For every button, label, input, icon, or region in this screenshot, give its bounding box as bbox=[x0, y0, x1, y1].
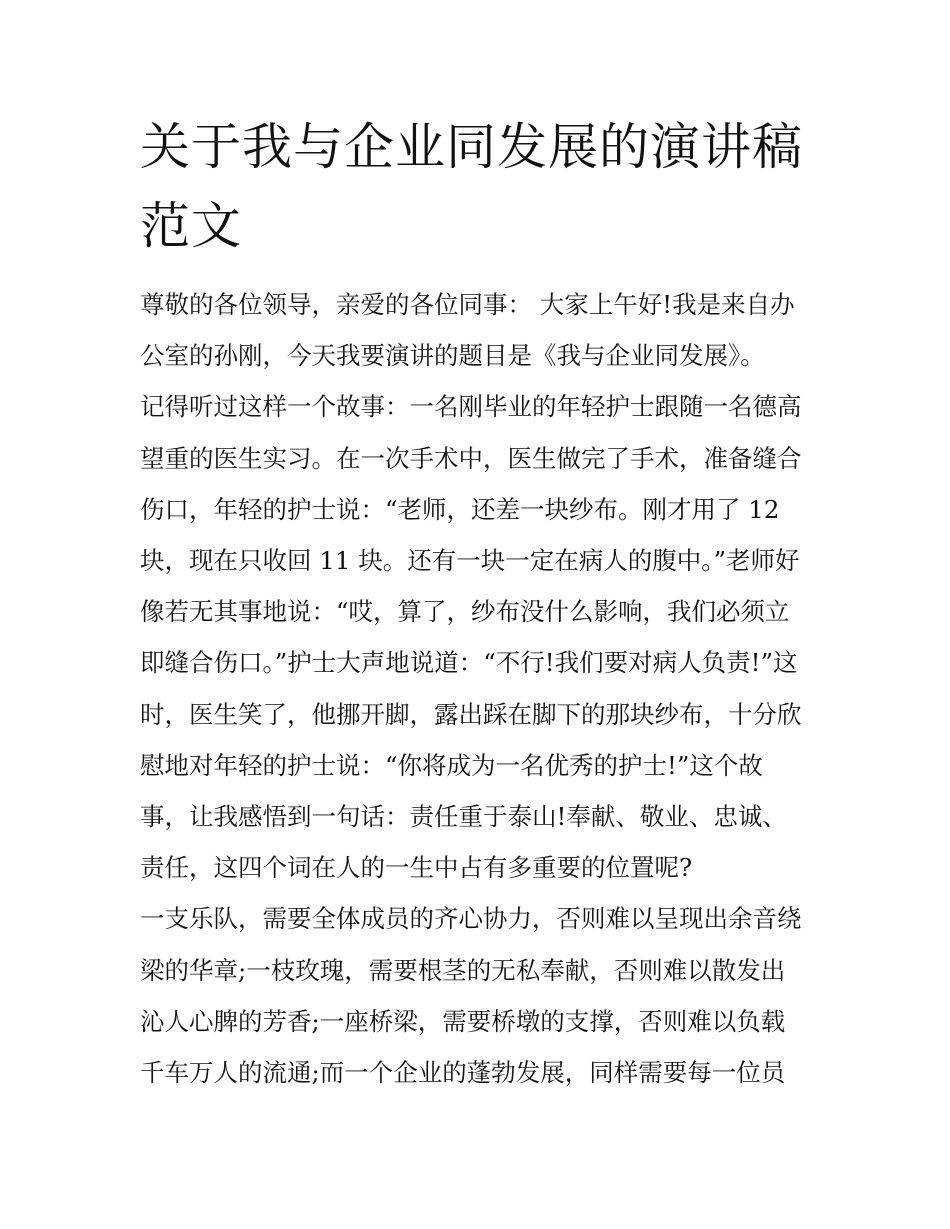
text-line: 一支乐队，需要全体成员的齐心协力，否则难以呈现出余音绕 bbox=[140, 904, 802, 934]
text-line: 责任，这四个词在人的一生中占有多重要的位置呢? bbox=[140, 853, 693, 883]
text-line: 梁的华章;一枝玫瑰，需要根茎的无私奉献，否则难以散发出 bbox=[140, 955, 786, 985]
text-line: 望重的医生实习。在一次手术中，医生做完了手术，准备缝合 bbox=[140, 443, 802, 473]
text-line: 像若无其事地说：“哎，算了，纱布没什么影响，我们必须立 bbox=[140, 597, 790, 627]
text-line: 公室的孙刚，今天我要演讲的题目是《我与企业同发展》。 bbox=[140, 341, 765, 371]
text-line: 即缝合伤口。”护士大声地说道：“不行!我们要对病人负责!”这 bbox=[140, 648, 798, 678]
paragraph-teamwork bbox=[140, 893, 820, 1098]
text-line: 千车万人的流通;而一个企业的蓬勃发展，同样需要每一位员 bbox=[140, 1058, 786, 1088]
text-line: 时，医生笑了，他挪开脚，露出踩在脚下的那块纱布，十分欣 bbox=[140, 699, 802, 729]
paragraph-story bbox=[140, 381, 820, 893]
text-line: 事，让我感悟到一句话：责任重于泰山!奉献、敬业、忠诚、 bbox=[140, 802, 787, 832]
text-line: 记得听过这样一个故事：一名刚毕业的年轻护士跟随一名德高 bbox=[140, 392, 802, 422]
text-line: 伤口，年轻的护士说：“老师，还差一块纱布。刚才用了 12 bbox=[140, 494, 780, 524]
text-line: 沁人心脾的芳香;一座桥梁，需要桥墩的支撑，否则难以负载 bbox=[140, 1006, 786, 1036]
title-line: 范文 bbox=[140, 197, 242, 255]
text-line: 尊敬的各位领导，亲爱的各位同事： 大家上午好!我是来自办 bbox=[140, 290, 795, 319]
text-line: 慰地对年轻的护士说：“你将成为一名优秀的护士!”这个故 bbox=[140, 750, 763, 780]
paragraph-greeting bbox=[140, 279, 820, 381]
document-title bbox=[140, 108, 820, 266]
document-body bbox=[140, 279, 820, 1098]
title-line: 关于我与企业同发展的演讲稿 bbox=[140, 118, 803, 176]
text-line: 块，现在只收回 11 块。还有一块一定在病人的腹中。”老师好 bbox=[140, 546, 800, 576]
